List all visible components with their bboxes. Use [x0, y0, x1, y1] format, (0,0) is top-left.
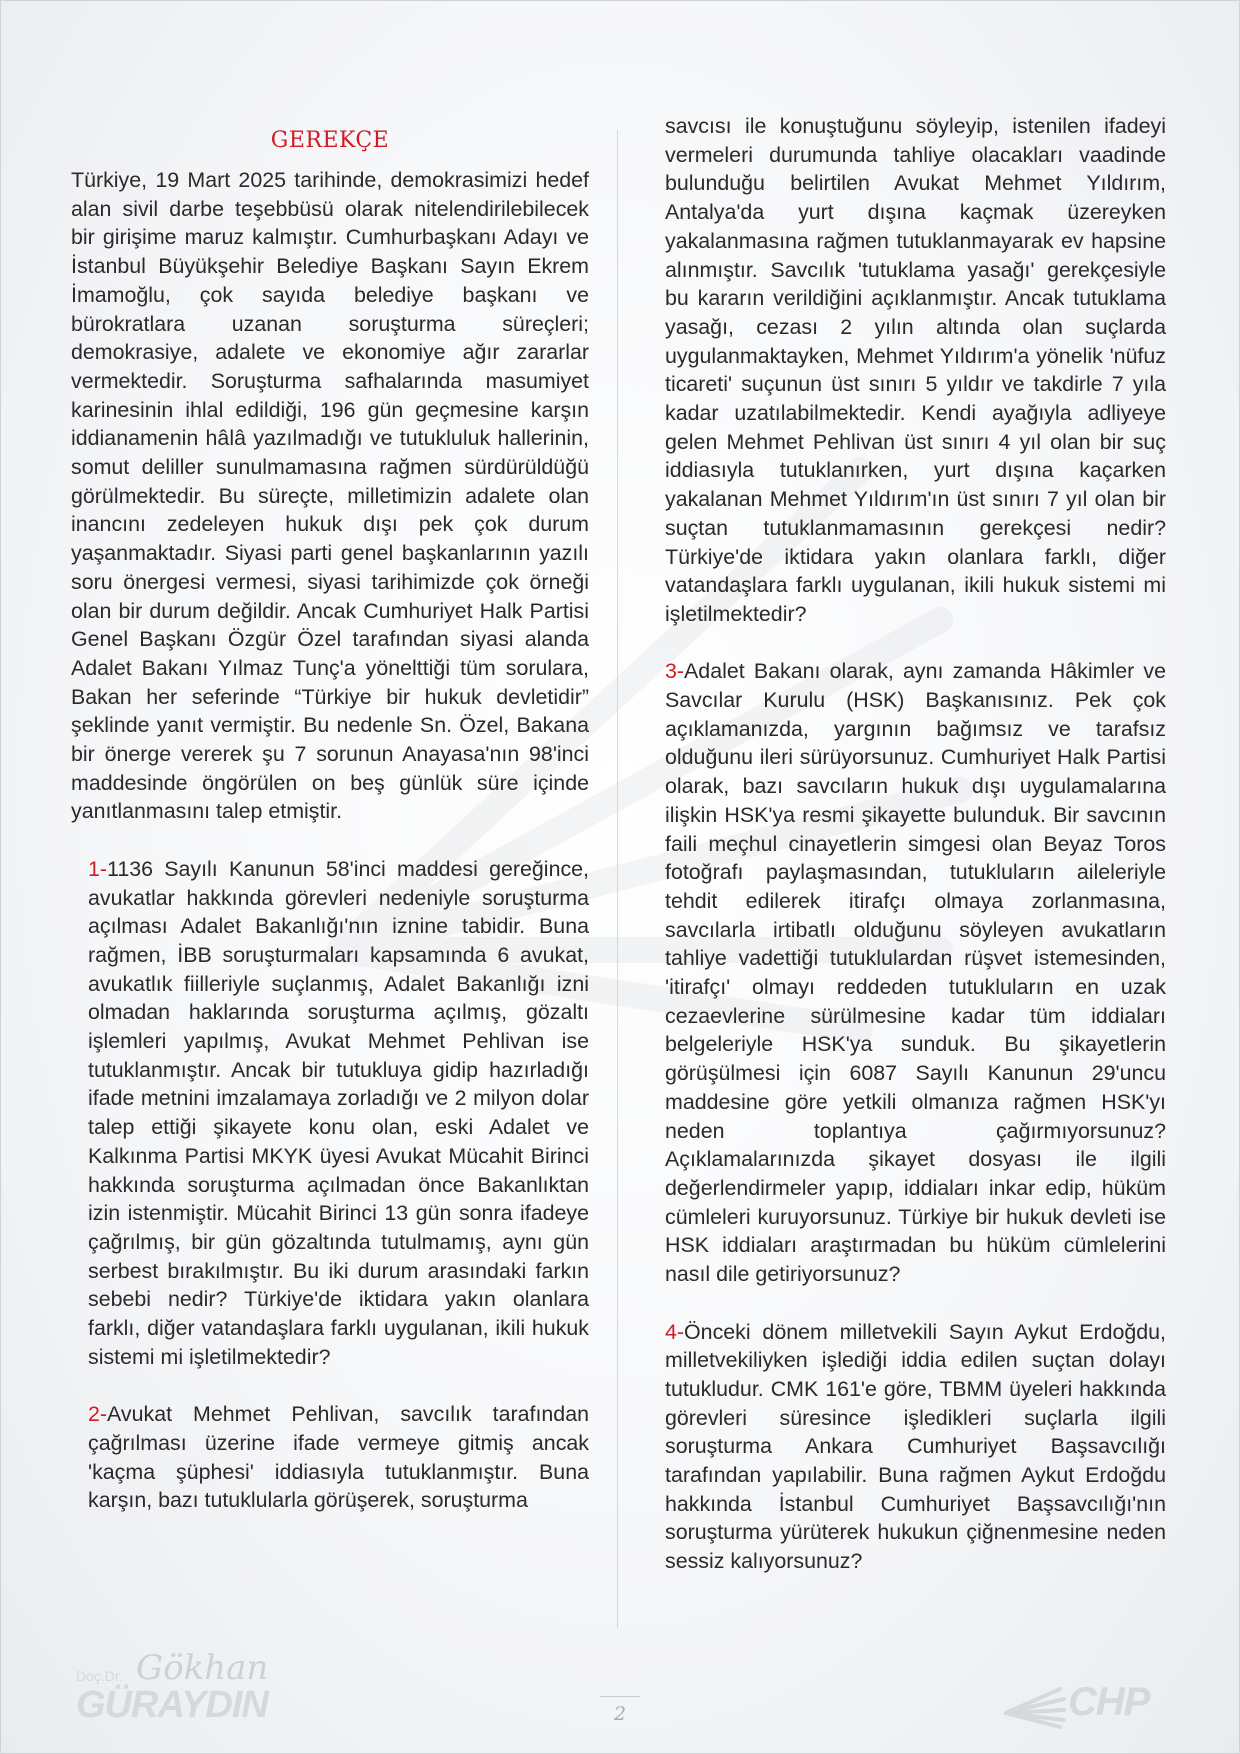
right-column — [665, 112, 1166, 1576]
chp-logo-text: CHP — [1068, 1680, 1150, 1724]
intro-paragraph: Türkiye, 19 Mart 2025 tarihinde, demokrasimizi hedef alan sivil darbe teşebbüsü olarak nitelendirilebilecek bir girişime maruz kalmıştır. Cumhurbaşkanı Adayı ve İstanbul Büyükşehir Belediye Başkanı Sayın Ekrem İmamoğlu, çok sayıda belediye başkanı ve bürokratlara uzanan soruşturma süreçleri; demokrasiye, adalete ve ekonomiye ağır zararlar vermektedir. Soruşturma safhalarında masumiyet karinesinin ihlal edildiği, 196 gün geçmesine karşın iddianamenin hâlâ yazılmadığı ve tutukluluk hallerinin, somut deliller sunulmamasına rağmen sürdürüldüğü görülmektedir. Bu süreçte, milletimizin adalete olan inancını zedeleyen hukuk dışı pek çok durum yaşanmaktadır. Siyasi parti genel başkanlarının yazılı soru önergesi vermesi, siyasi tarihimizde çok örneği olan bir durum değildir. Ancak Cumhuriyet Halk Partisi Genel Başkanı Özgür Özel tarafından siyasi alanda Adalet Bakanı Yılmaz Tunç'a yönelttiği tüm sorulara, Bakan her seferinde “Türkiye bir hukuk devletidir” şeklinde yanıt vermiştir. Bu nedenle Sn. Özel, Bakana bir önerge vererek şu 7 sorunun Anayasa'nın 98'inci maddesinde öngörülen on beş günlük süre içinde yanıtlanmasını talep etmiştir. — [71, 168, 589, 824]
question-3 — [665, 657, 1166, 1288]
question-number: 3- — [665, 659, 685, 684]
question-number: 2- — [88, 1402, 108, 1427]
question-2-continued: savcısı ile konuştuğunu söyleyip, istenilen ifadeyi vermeleri durumunda tahliye olacakları vaadinde bulunduğu belirtilen Avukat Mehmet Yıldırım, Antalya'da yurt dışına kaçmak üzereyken yakalanmasına rağmen tutuklanmayarak ev hapsine alınmıştır. Savcılık 'tutuklama yasağı' gerekçesiyle bu kararın verildiğini açıklanmıştır. Ancak tutuklama yasağı, cezası 2 yılın altında olan suçlarda uygulanmaktayken, Mehmet Yıldırım'a yönelik 'nüfuz ticareti' suçunun üst sınırı 5 yıldır ve takdirle 7 yıla kadar uzatılabilmektedir. Kendi ayağıyla adliyeye gelen Mehmet Pehlivan üst sınırı 4 yıl olan bir suç iddiasıyla tutuklanırken, yurt dışına kaçarken yakalanan Mehmet Yıldırım'ın üst sınırı 7 yıl olan bir suçtan tutuklanmamasının gerekçesi nedir? Türkiye'de iktidara yakın olanlara farklı, diğer vatandaşlara farklı uygulanan, ikili hukuk sistemi mi işletilmektedir? — [665, 114, 1166, 626]
page-number: 2 — [613, 1703, 627, 1725]
author-title: Doç.Dr. — [76, 1668, 123, 1684]
question-4 — [665, 1318, 1166, 1576]
author-name: GÜRAYDIN — [76, 1684, 268, 1726]
question-number: 4- — [665, 1319, 685, 1344]
question-1 — [88, 855, 589, 1372]
column-divider — [617, 130, 618, 1628]
question-number: 1- — [88, 856, 108, 881]
author-signature: Gökhan — [136, 1648, 269, 1688]
question-text: Adalet Bakanı olarak, aynı zamanda Hâkimler ve Savcılar Kurulu (HSK) Başkanısınız. Pek çok açıklamanızda, yargının bağımsız ve tarafsız olduğunu ileri sürüyorsunuz. Cumhuriyet Halk Partisi olarak, bazı savcıların hukuk dışı uygulamalarına ilişkin HSK'ya resmi şikayette bulunduk. Bir savcının faili meçhul cinayetlerin simgesi olan Beyaz Toros fotoğrafı paylaşmasından, tutukluların aileleriyle tehdit edilerek itirafçı olmaya zorlanmasına, savcılarla irtibatlı olduğunu söyleyen avukatların tahliye vadettiği tutuklulardan rüşvet istemesinden, 'itirafçı' olmayı reddeden tutukluların en uzak cezaevlerine sürülmesine kadar tüm iddiaları belgeleriyle HSK'ya sunduk. Bu şikayetlerin görüşülmesi için 6087 Sayılı Kanunun 29'uncu maddesine göre yetkili olmanıza rağmen HSK'yı neden toplantıya çağırmıyorsunuz? Açıklamalarınızda şikayet dosyası ile ilgili değerlendirmeler yapıp, iddiaları inkar edip, hüküm cümleleri kuruyorsunuz. Türkiye bir hukuk devleti ise HSK iddiaları araştırmadan bu hüküm cümlelerini nasıl dile getiriyorsunuz? — [665, 659, 1166, 1287]
question-text: Avukat Mehmet Pehlivan, savcılık tarafından çağrılması üzerine ifade vermeye gitmiş ancak 'kaçma şüphesi' iddiasıyla tutuklanmıştır. Buna karşın, bazı tutuklularla görüşerek, soruşturma — [88, 1402, 589, 1513]
question-text: 1136 Sayılı Kanunun 58'inci maddesi gereğince, avukatlar hakkında görevleri nedeniyle soruşturma açılması Adalet Bakanlığı'nın iznine tabidir. Buna rağmen, İBB soruşturmaları kapsamında 6 avukat, avukatlık fiilleriyle suçlanmış, Adalet Bakanlığı izni olmadan haklarında soruşturma açılmış, gözaltı işlemleri yapılmış, Avukat Mehmet Pehlivan ise tutuklanmıştır. Ancak bir tutukluya gidip hazırladığı ifade metnini imzalamaya zorladığı ve 2 milyon dolar talep ettiği şikayete konu olan, eski Adalet ve Kalkınma Partisi MKYK üyesi Avukat Mücahit Birinci hakkında soruşturma açılmadan önce Bakanlıktan izin istenmiştir. Mücahit Birinci 13 gün sonra ifadeye çağrılmış, bir gün gözaltında tutulmamış, aynı gün serbest bırakılmıştır. Bu iki durum arasındaki farkın sebebi nedir? Türkiye'de iktidara yakın olanlara farklı, diğer vatandaşlara farklı uygulanan, ikili hukuk sistemi mi işletilmektedir? — [88, 856, 589, 1369]
page-number-rule — [600, 1696, 640, 1697]
left-column — [71, 112, 589, 1515]
question-text: Önceki dönem milletvekili Sayın Aykut Erdoğdu, milletvekiliyken işlediği iddia edilen suçtan dolayı tutukludur. CMK 161'e göre, TBMM üyeleri hakkında görevleri süresince işledikleri suçlarla ilgili soruşturma Ankara Cumhuriyet Başsavcılığı tarafından yapılabilir. Buna rağmen Aykut Erdoğdu hakkında İstanbul Cumhuriyet Başsavcılığı'nın soruşturma yürüterek hukukun çiğnenmesine neden sessiz kalıyorsunuz? — [665, 1319, 1166, 1574]
question-2 — [88, 1400, 589, 1515]
section-heading: GEREKÇE — [270, 128, 390, 153]
